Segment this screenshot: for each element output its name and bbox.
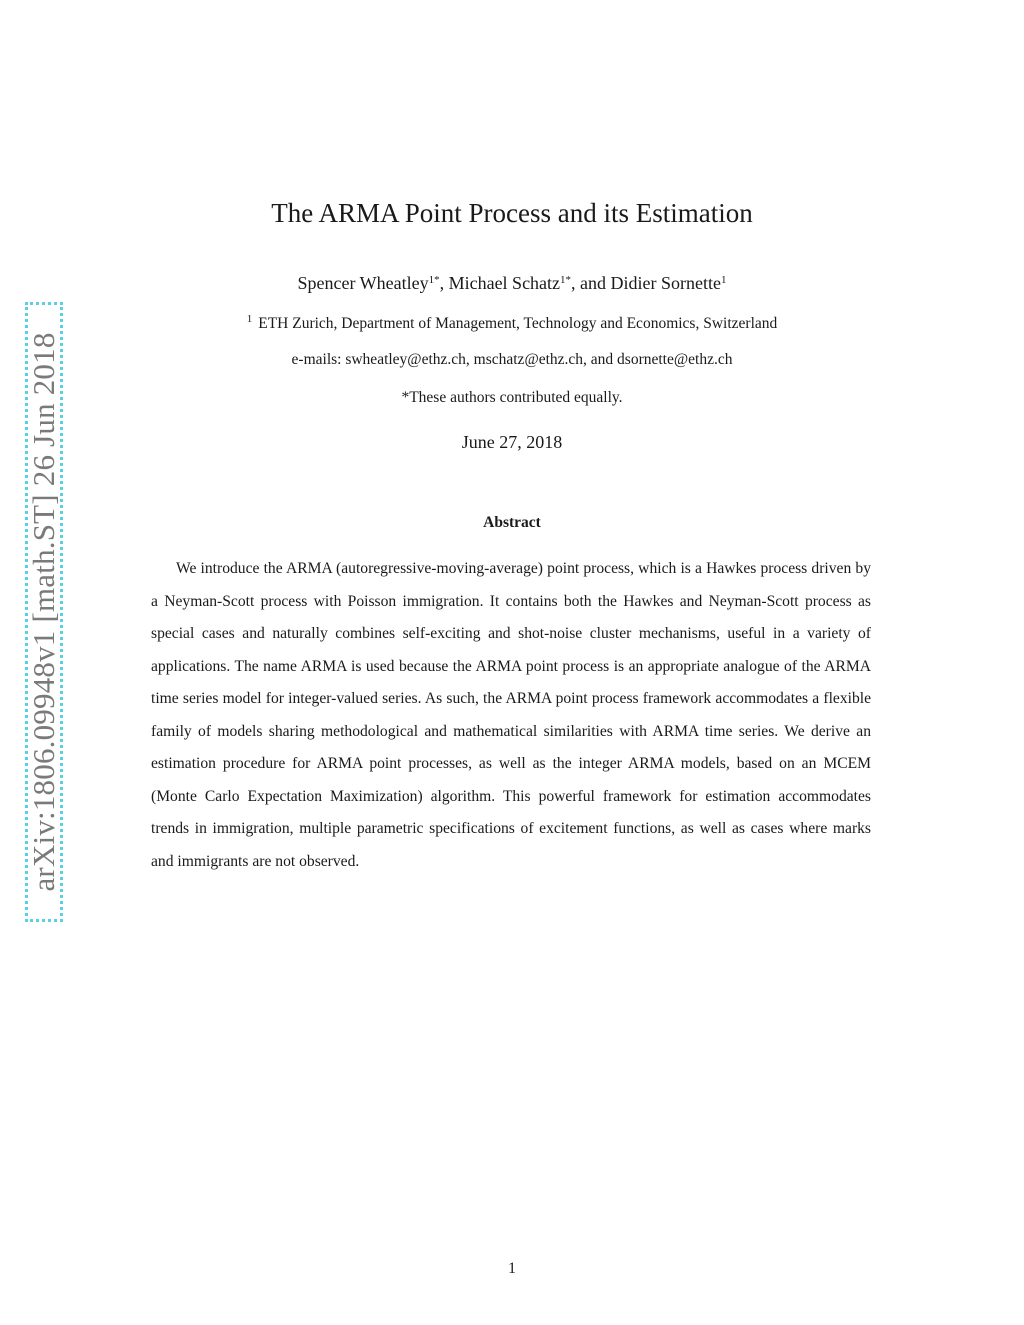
- author-emails: e-mails: swheatley@ethz.ch, mschatz@ethz.ch, and dsornette@ethz.ch: [291, 351, 733, 368]
- affiliation-mark: 1: [246, 313, 253, 325]
- author-list: [0, 273, 1024, 294]
- author-mark: 1*: [560, 274, 572, 286]
- author-name: Spencer Wheatley: [297, 273, 429, 293]
- affiliation-text: ETH Zurich, Department of Management, Technology and Economics, Switzerland: [258, 315, 778, 332]
- paper-date: June 27, 2018: [461, 432, 563, 452]
- author-separator: , and: [571, 273, 611, 293]
- abstract-text: We introduce the ARMA (autoregressive-moving-average) point process, which is a Hawkes process driven by a Neyman-Scott process with Poisson immigration. It contains both the Hawkes and Neyman-Scott process as special cases and naturally combines self-exciting and shot-noise cluster mechanisms, useful in a variety of applications. The name ARMA is used because the ARMA point process is an appropriate analogue of the ARMA time series model for integer-valued series. As such, the ARMA point process framework accommodates a flexible family of models sharing methodological and mathematical similarities with ARMA time series. We derive an estimation procedure for ARMA point processes, as well as the integer ARMA models, based on an MCEM (Monte Carlo Expectation Maximization) algorithm. This powerful framework for estimation accommodates trends in immigration, multiple parametric specifications of excitement functions, as well as cases where marks and immigrants are not observed.: [151, 560, 871, 870]
- page-number: 1: [508, 1260, 516, 1277]
- abstract-heading: Abstract: [483, 514, 541, 531]
- equal-contribution-note: *These authors contributed equally.: [401, 389, 623, 406]
- author-mark: 1: [721, 274, 727, 286]
- author-mark: 1*: [428, 274, 440, 286]
- author-name: Michael Schatz: [448, 273, 561, 293]
- affiliation: [0, 313, 1024, 333]
- paper-title: The ARMA Point Process and its Estimation: [271, 198, 753, 228]
- author-name: Didier Sornette: [610, 273, 722, 293]
- arxiv-stamp-text: arXiv:1806.09948v1 [math.ST] 26 Jun 2018: [26, 332, 61, 892]
- author-separator: ,: [439, 273, 449, 293]
